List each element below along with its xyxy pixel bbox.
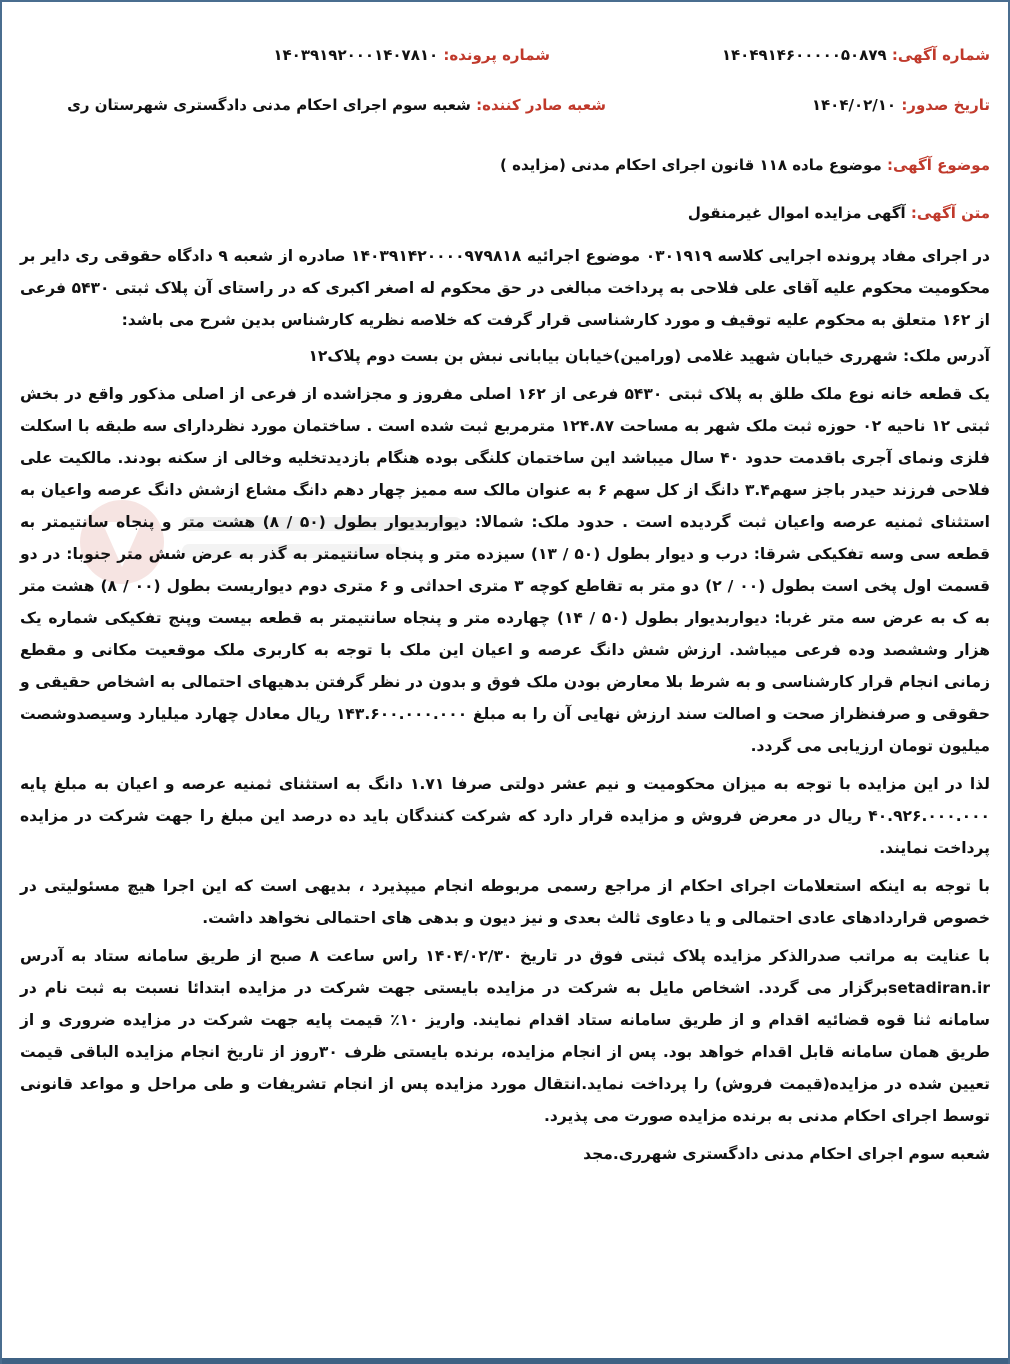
ad-number-value: ۱۴۰۴۹۱۴۶۰۰۰۰۰۵۰۸۷۹ [721, 46, 887, 64]
paragraph-auction-base-price: لذا در این مزایده با توجه به میزان محکومیت و نیم عشر دولتی صرفا ۱.۷۱ دانگ به استثنای ثمنیه عرصه و اعیان به مبلغ پایه ۴۰.۹۲۶.۰۰۰.۰۰۰ ریال در معرض فروش و مزایده قرار دارد که شرکت کنندگان باید ده درصد این مبلغ را جهت شرکت در مزایده پرداخت نمایند. [20, 775, 990, 857]
issuer-value: شعبه سوم اجرای احکام مدنی دادگستری شهرستان ری [67, 96, 471, 114]
issue-date-value: ۱۴۰۴/۰۲/۱۰ [811, 96, 897, 114]
paragraph-auction-procedure: با عنایت به مراتب صدرالذکر مزایده پلاک ثبتی فوق در تاریخ ۱۴۰۴/۰۲/۳۰ راس ساعت ۸ صبح از طریق سامانه ستاد به آدرس setadiran.irبرگزار می گردد. اشخاص مایل به شرکت در مزایده بایستی جهت شرکت در مزایده ابتدائا نسبت به ثبت نام در سامانه ثنا قوه قضائیه اقدام و از طریق سامانه ستاد اقدام نمایند. واریز ۱۰٪ قیمت پایه جهت شرکت در مزایده ضروری و از طریق همان سامانه قابل اقدام خواهد بود. پس از انجام مزایده، برنده بایستی ظرف ۳۰روز از تاریخ انجام مزایده الباقی قیمت تعیین شده در مزایده(قیمت فروش) را پرداخت نماید.انتقال مورد مزایده پس از انجام تشریفات و طی مراحل و مواعد قانونی توسط اجرای احکام مدنی به برنده مزایده صورت می پذیرد. [20, 947, 990, 1125]
text-title-value: آگهی مزایده اموال غیرمنقول [687, 204, 906, 222]
case-number-label: شماره پرونده: [443, 46, 550, 64]
issue-date-label: تاریخ صدور: [901, 96, 990, 114]
paragraph-intro: در اجرای مفاد پرونده اجرایی کلاسه ۰۳۰۱۹۱۹ موضوع اجرائیه ۱۴۰۳۹۱۴۲۰۰۰۰۹۷۹۸۱۸ صادره از شعبه ۹ دادگاه حقوقی ری دایر بر محکومیت محکوم علیه آقای علی فلاحی به پرداخت مبالغی در حق محکوم له اصغر اکبری که در راستای آن پلاک ثبتی ۵۴۳۰ فرعی از ۱۶۲ متعلق به محکوم علیه توقیف و مورد کارشناسی قرار گرفت که خلاصه نظریه کارشناس بدین شرح می باشد: [20, 247, 990, 329]
case-number-value: ۱۴۰۳۹۱۹۲۰۰۰۱۴۰۷۸۱۰ [273, 46, 439, 64]
issuer-row [67, 96, 606, 114]
ad-number-label: شماره آگهی: [891, 46, 990, 64]
notice-body [20, 240, 990, 1170]
subject-value: موضوع ماده ۱۱۸ قانون اجرای احکام مدنی (مزایده ) [500, 156, 882, 174]
text-title-row [688, 204, 990, 222]
paragraph-disclaimer: با توجه به اینکه استعلامات اجرای احکام از مراجع رسمی مربوطه انجام میپذیرد ، بدیهی است که این اجرا هیچ مسئولیتی در خصوص قراردادهای عادی احتمالی و یا دعاوی ثالث بعدی و نیز دیون و بدهی های احتمالی نخواهد داشت. [20, 877, 990, 927]
issuer-label: شعبه صادر کننده: [476, 96, 606, 114]
case-number-row [273, 46, 550, 64]
subject-row [500, 156, 990, 174]
paragraph-property-description: یک قطعه خانه نوع ملک طلق به پلاک ثبتی ۵۴۳۰ فرعی از ۱۶۲ اصلی مفروز و مجزاشده از فرعی از اصلی مذکور واقع در بخش ثبتی ۱۲ ناحیه ۰۲ حوزه ثبت ملک شهر به مساحت ۱۲۴.۸۷ مترمربع ثبت شده است . ساختمان مورد نظردارای سه طبقه با اسکلت فلزی ونمای آجری باقدمت حدود ۴۰ سال میباشد این ساختمان کلنگی بوده هنگام بازدیدتخلیه وخالی از سکنه بودند. مالکیت علی فلاحی فرزند حیدر باجز سهم۳.۴ دانگ از کل سهم ۶ به عنوان مالک سه ممیز چهار دهم دانگ مشاع ازشش دانگ عرصه واعیان به استثنای ثمنیه عرصه واعیان ثبت گردیده است . حدود ملک: شمالا: دیواربدیوار بطول (۵۰ / ۸) هشت متر و پنجاه سانتیمتر به قطعه سی وسه تفکیکی شرقا: درب و دیوار بطول (۵۰ / ۱۳) سیزده متر و پنجاه سانتیمتر به گذر به عرض شش متر جنوبا: در دو قسمت اول پخی است بطول (۰۰ / ۲) دو متر به تقاطع کوچه ۳ متری احداثی و ۶ متری دوم دیواریست بطول (۰۰ / ۸) هشت متر به ک به عرض سه متر غربا: دیواربدیوار بطول (۵۰ / ۱۴) چهارده متر و پنجاه سانتیمتر به قطعه بیست وپنج تفکیکی شماره یک هزار وششصد وده فرعی میباشد. ارزش شش دانگ عرصه و اعیان این ملک با توجه به کاربری ملک موقعیت مکانی و مقطع زمانی انجام قرار کارشناسی و به شرط بلا معارض بودن ملک فوق و بدون در نظر گرفتن بدهیهای احتمالی به اشخاص حقیقی و حقوقی و صرفنظراز صحت و اصالت سند ارزش نهایی آن را به مبلغ ۱۴۳.۶۰۰.۰۰۰.۰۰۰ ریال معادل چهارد میلیارد وسیصدوشصت میلیون تومان ارزیابی می گردد. [20, 385, 991, 755]
issue-date-row [812, 96, 990, 114]
text-label: متن آگهی: [910, 204, 990, 222]
paragraph-signature: شعبه سوم اجرای احکام مدنی دادگستری شهرری.مجد [583, 1145, 990, 1163]
paragraph-address: آدرس ملک: شهرری خیابان شهید غلامی (ورامین)خیابان بیابانی نبش بن بست دوم پلاک۱۲ [308, 347, 990, 365]
subject-label: موضوع آگهی: [886, 156, 990, 174]
ad-number-row [722, 46, 990, 64]
bottom-frame-bar [2, 1358, 1008, 1364]
